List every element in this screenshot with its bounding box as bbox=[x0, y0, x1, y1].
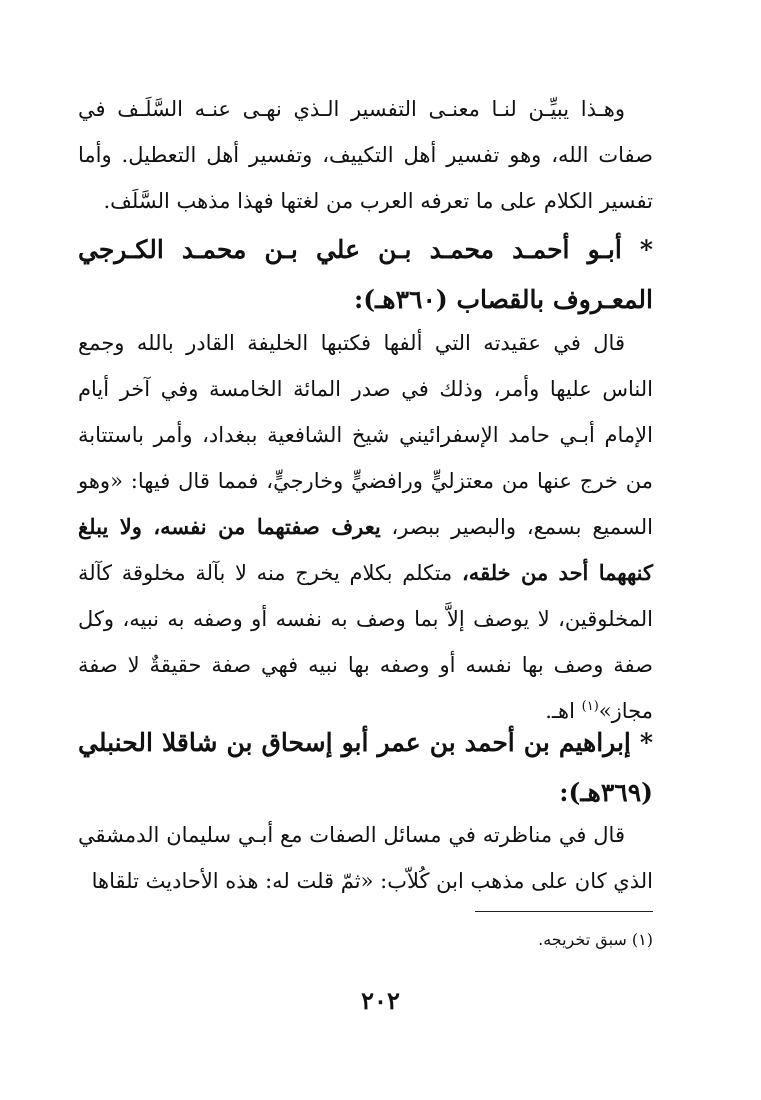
paragraph-al-qassab-creed: قال في عقيدته التي ألفها فكتبها الخليفة القادر بالله وجمع الناس عليها وأمر، وذلك في صدر المائة الخامسة وفي آخر أيام الإمام أبـي حامد الإسفرائيني شيخ الشافعية ببغداد، وأمر باستتابة من خرج عنها من معتزليٍّ ورافضيٍّ وخارجيٍّ، فمما قال فيها: «وهو السميع بسمع، والبصير ببصر، يعرف صفتهما من نفسه، ولا يبلغ كنههما أحد من خلقه، متكلم بكلام يخرج منه لا بآلة مخلوقة كآلة المخلوقين، لا يوصف إلاَّ بما وصف به نفسه أو وصفه به نبيه، وكل صفة وصف بها نفسه أو وصفه بها نبيه فهي صفة حقيقةٌ لا صفة مجاز»$^{(١)}$ اهـ. bbox=[78, 331, 653, 723]
footnote: (١) سبق تخريجه. bbox=[538, 930, 653, 949]
heading-ibn-shaqla: * إبراهيم بن أحمد بن عمر أبو إسحاق بن شاقلا الحنبلي (٣٦٩هـ): bbox=[78, 728, 653, 807]
bold-quote: يعرف صفتهما من نفسه، ولا يبلغ كنههما أحد من خلقه، bbox=[78, 514, 653, 585]
paragraph-intro: وهـذا يبيِّـن لنـا معنـى التفسير الـذي نهـى عنـه السَّلَـف في صفات الله، وهو تفسير أهل التكييف، وتفسير أهل التعطيل. وأما تفسير الكلام على ما تعرفه العرب من لغتها فهذا مذهب السَّلَف. bbox=[78, 97, 653, 213]
paragraph-ibn-shaqla: قال في مناظرته في مسائل الصفات مع أبـي سليمان الدمشقي الذي كان على مذهب ابن كُلاّب: «ثمّ قلت له: هذه الأحاديث تلقاها bbox=[78, 823, 653, 893]
footnote-divider bbox=[475, 911, 653, 912]
page-number: ٢٠٢ bbox=[361, 986, 400, 1015]
footnote-ref: (١) bbox=[581, 699, 599, 714]
heading-al-qassab: * أبـو أحمـد محمـد بـن علي بـن محمـد الكـرجي المعـروف بالقصاب (٣٦٠هـ): bbox=[78, 235, 653, 314]
